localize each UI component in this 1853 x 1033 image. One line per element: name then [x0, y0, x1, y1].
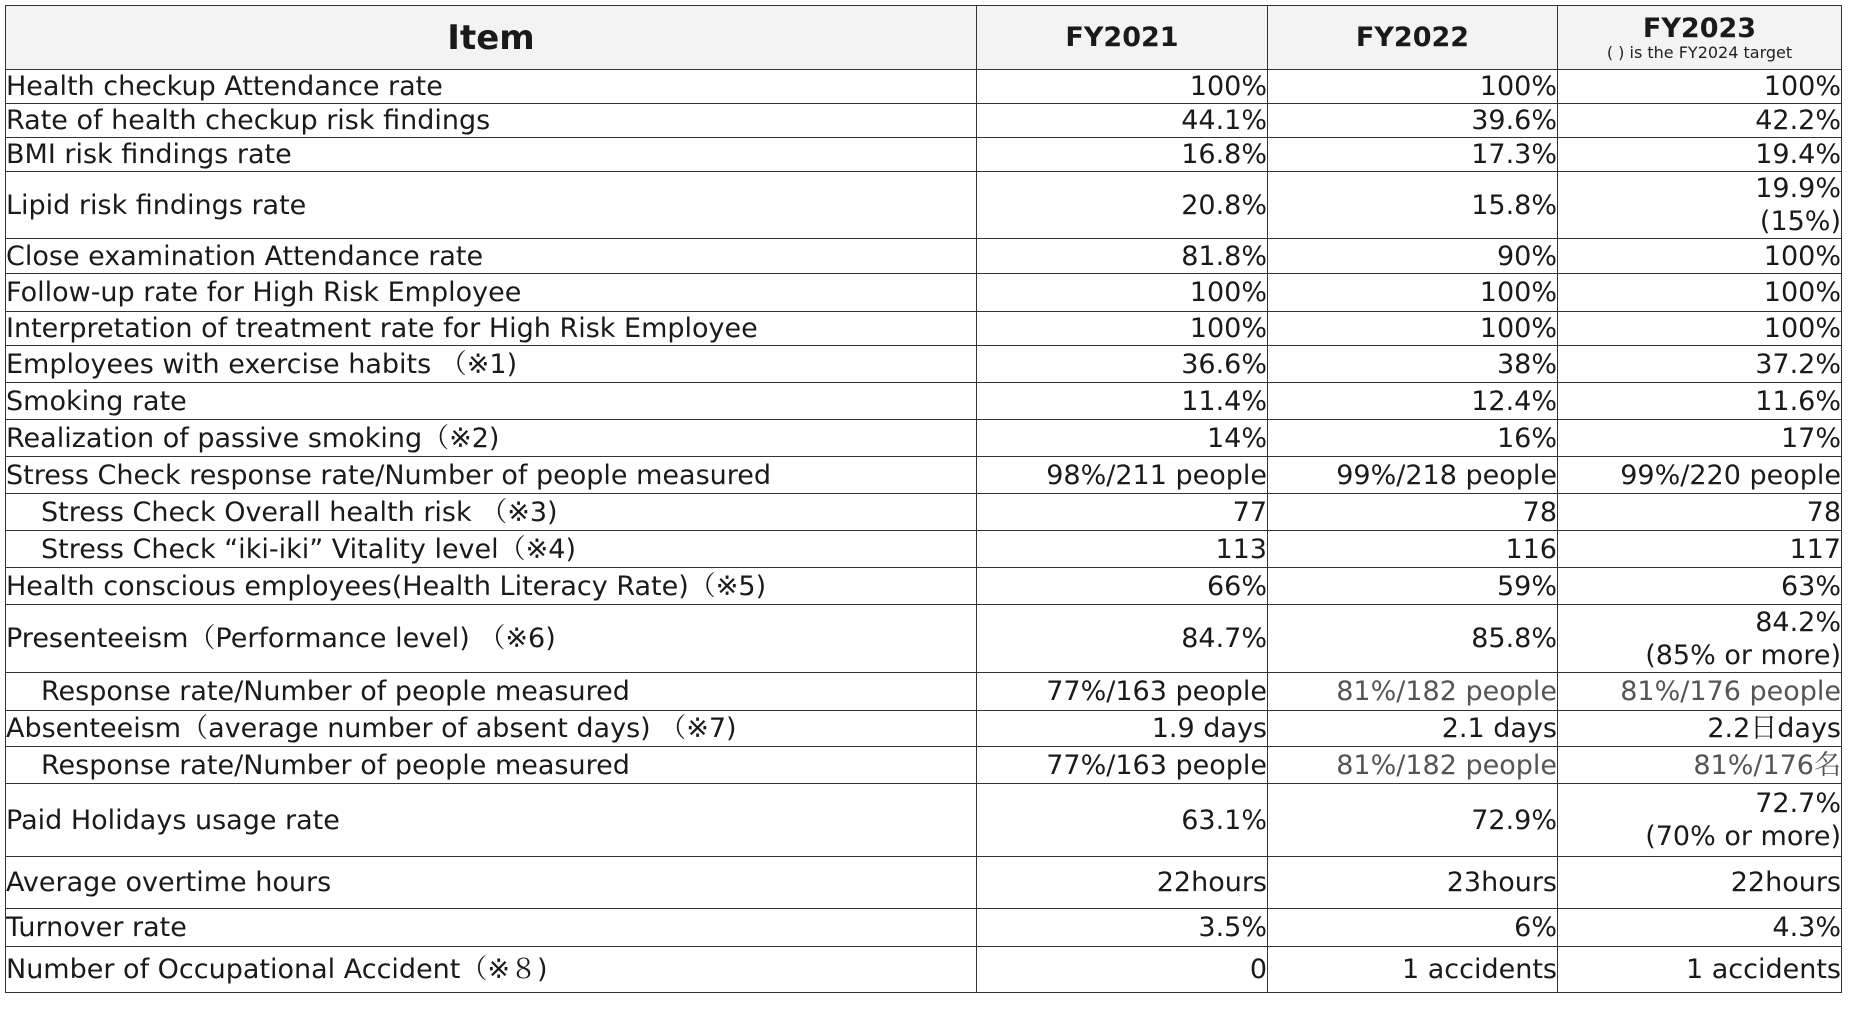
health-metrics-table	[5, 5, 1842, 993]
cell-fy2021: 100%	[977, 312, 1268, 346]
table-row	[6, 531, 1842, 568]
cell-fy2021: 44.1%	[977, 104, 1268, 138]
row-label: Response rate/Number of people measured	[6, 747, 977, 784]
table-row	[6, 857, 1842, 909]
cell-fy2023-value: 72.7%	[1755, 788, 1841, 819]
table-row	[6, 673, 1842, 711]
row-label: Presenteeism（Performance level) （※6)	[6, 605, 977, 673]
cell-fy2022: 99%/218 people	[1268, 457, 1558, 494]
cell-fy2023: 63%	[1558, 568, 1842, 605]
header-fy2022: FY2022	[1268, 6, 1558, 70]
cell-fy2023: 37.2%	[1558, 346, 1842, 383]
row-label: Stress Check response rate/Number of people measured	[6, 457, 977, 494]
table-row	[6, 274, 1842, 312]
row-label: Average overtime hours	[6, 857, 977, 909]
cell-fy2023-value: 19.9%	[1755, 173, 1841, 204]
cell-fy2021: 81.8%	[977, 239, 1268, 274]
cell-fy2022: 100%	[1268, 70, 1558, 104]
row-label: Stress Check “iki-iki” Vitality level（※4)	[6, 531, 977, 568]
row-label: Realization of passive smoking（※2)	[6, 420, 977, 457]
cell-fy2022: 78	[1268, 494, 1558, 531]
row-label: Rate of health checkup risk findings	[6, 104, 977, 138]
cell-fy2022: 15.8%	[1268, 172, 1558, 239]
row-label: Stress Check Overall health risk （※3)	[6, 494, 977, 531]
row-label: BMI risk findings rate	[6, 138, 977, 172]
cell-fy2023: 81%/176名	[1558, 747, 1842, 784]
cell-fy2023: 100%	[1558, 239, 1842, 274]
table-row	[6, 239, 1842, 274]
row-label: Health conscious employees(Health Literacy Rate)（※5)	[6, 568, 977, 605]
header-item: Item	[6, 6, 977, 70]
row-label: Paid Holidays usage rate	[6, 784, 977, 857]
row-label: Close examination Attendance rate	[6, 239, 977, 274]
table-row	[6, 568, 1842, 605]
cell-fy2021: 84.7%	[977, 605, 1268, 673]
cell-fy2023: 2.2日days	[1558, 711, 1842, 747]
cell-fy2022: 81%/182 people	[1268, 747, 1558, 784]
cell-fy2021: 1.9 days	[977, 711, 1268, 747]
cell-fy2021: 0	[977, 947, 1268, 993]
table-row	[6, 420, 1842, 457]
cell-fy2022: 16%	[1268, 420, 1558, 457]
cell-fy2023: 100%	[1558, 312, 1842, 346]
cell-fy2021: 100%	[977, 274, 1268, 312]
table-row	[6, 747, 1842, 784]
header-fy2023	[1558, 6, 1842, 70]
table-row	[6, 494, 1842, 531]
cell-fy2023: 11.6%	[1558, 383, 1842, 420]
table-row	[6, 172, 1842, 239]
cell-fy2022: 100%	[1268, 312, 1558, 346]
row-label: Smoking rate	[6, 383, 977, 420]
cell-fy2024-target: (15%)	[1759, 206, 1841, 237]
cell-fy2021: 77	[977, 494, 1268, 531]
cell-fy2021: 66%	[977, 568, 1268, 605]
cell-fy2023: 100%	[1558, 274, 1842, 312]
row-label: Absenteeism（average number of absent days) （※7)	[6, 711, 977, 747]
cell-fy2023: 17%	[1558, 420, 1842, 457]
table-row	[6, 346, 1842, 383]
cell-fy2023: 78	[1558, 494, 1842, 531]
cell-fy2024-target: (85% or more)	[1645, 639, 1841, 671]
cell-fy2023	[1558, 172, 1842, 239]
cell-fy2023: 4.3%	[1558, 909, 1842, 947]
cell-fy2022: 6%	[1268, 909, 1558, 947]
cell-fy2022: 1 accidents	[1268, 947, 1558, 993]
cell-fy2021: 36.6%	[977, 346, 1268, 383]
row-label: Follow-up rate for High Risk Employee	[6, 274, 977, 312]
cell-fy2021: 63.1%	[977, 784, 1268, 857]
cell-fy2021: 100%	[977, 70, 1268, 104]
cell-fy2022: 100%	[1268, 274, 1558, 312]
cell-fy2021: 113	[977, 531, 1268, 568]
header-fy2023-note: ( ) is the FY2024 target	[1606, 42, 1793, 62]
row-label: Lipid risk findings rate	[6, 172, 977, 239]
table-row	[6, 784, 1842, 857]
cell-fy2023: 117	[1558, 531, 1842, 568]
cell-fy2022: 90%	[1268, 239, 1558, 274]
row-label: Interpretation of treatment rate for High Risk Employee	[6, 312, 977, 346]
row-label: Number of Occupational Accident（※８)	[6, 947, 977, 993]
cell-fy2022: 23hours	[1268, 857, 1558, 909]
cell-fy2021: 98%/211 people	[977, 457, 1268, 494]
table-row	[6, 457, 1842, 494]
table-row	[6, 383, 1842, 420]
row-label: Response rate/Number of people measured	[6, 673, 977, 711]
cell-fy2024-target: (70% or more)	[1645, 821, 1841, 852]
cell-fy2021: 20.8%	[977, 172, 1268, 239]
cell-fy2022: 85.8%	[1268, 605, 1558, 673]
cell-fy2022: 12.4%	[1268, 383, 1558, 420]
cell-fy2023: 100%	[1558, 70, 1842, 104]
cell-fy2021: 3.5%	[977, 909, 1268, 947]
table-row	[6, 104, 1842, 138]
cell-fy2022: 17.3%	[1268, 138, 1558, 172]
cell-fy2022: 81%/182 people	[1268, 673, 1558, 711]
cell-fy2023: 22hours	[1558, 857, 1842, 909]
table-row	[6, 909, 1842, 947]
cell-fy2022: 39.6%	[1268, 104, 1558, 138]
cell-fy2022: 38%	[1268, 346, 1558, 383]
header-fy2023-label: FY2023	[1642, 12, 1757, 44]
cell-fy2023	[1558, 784, 1842, 857]
cell-fy2021: 11.4%	[977, 383, 1268, 420]
header-fy2021: FY2021	[977, 6, 1268, 70]
cell-fy2022: 2.1 days	[1268, 711, 1558, 747]
cell-fy2022: 72.9%	[1268, 784, 1558, 857]
cell-fy2021: 77%/163 people	[977, 747, 1268, 784]
cell-fy2021: 77%/163 people	[977, 673, 1268, 711]
cell-fy2023-value: 84.2%	[1755, 606, 1841, 638]
cell-fy2021: 22hours	[977, 857, 1268, 909]
cell-fy2023: 99%/220 people	[1558, 457, 1842, 494]
cell-fy2022: 59%	[1268, 568, 1558, 605]
cell-fy2023: 1 accidents	[1558, 947, 1842, 993]
row-label: Health checkup Attendance rate	[6, 70, 977, 104]
cell-fy2021: 16.8%	[977, 138, 1268, 172]
cell-fy2023: 19.4%	[1558, 138, 1842, 172]
cell-fy2023	[1558, 605, 1842, 673]
row-label: Employees with exercise habits （※1)	[6, 346, 977, 383]
table-row	[6, 947, 1842, 993]
cell-fy2021: 14%	[977, 420, 1268, 457]
header-row	[6, 6, 1842, 70]
table-row	[6, 70, 1842, 104]
table-row	[6, 138, 1842, 172]
table-row	[6, 711, 1842, 747]
table-row	[6, 605, 1842, 673]
row-label: Turnover rate	[6, 909, 977, 947]
cell-fy2023: 81%/176 people	[1558, 673, 1842, 711]
cell-fy2022: 116	[1268, 531, 1558, 568]
table-row	[6, 312, 1842, 346]
cell-fy2023: 42.2%	[1558, 104, 1842, 138]
